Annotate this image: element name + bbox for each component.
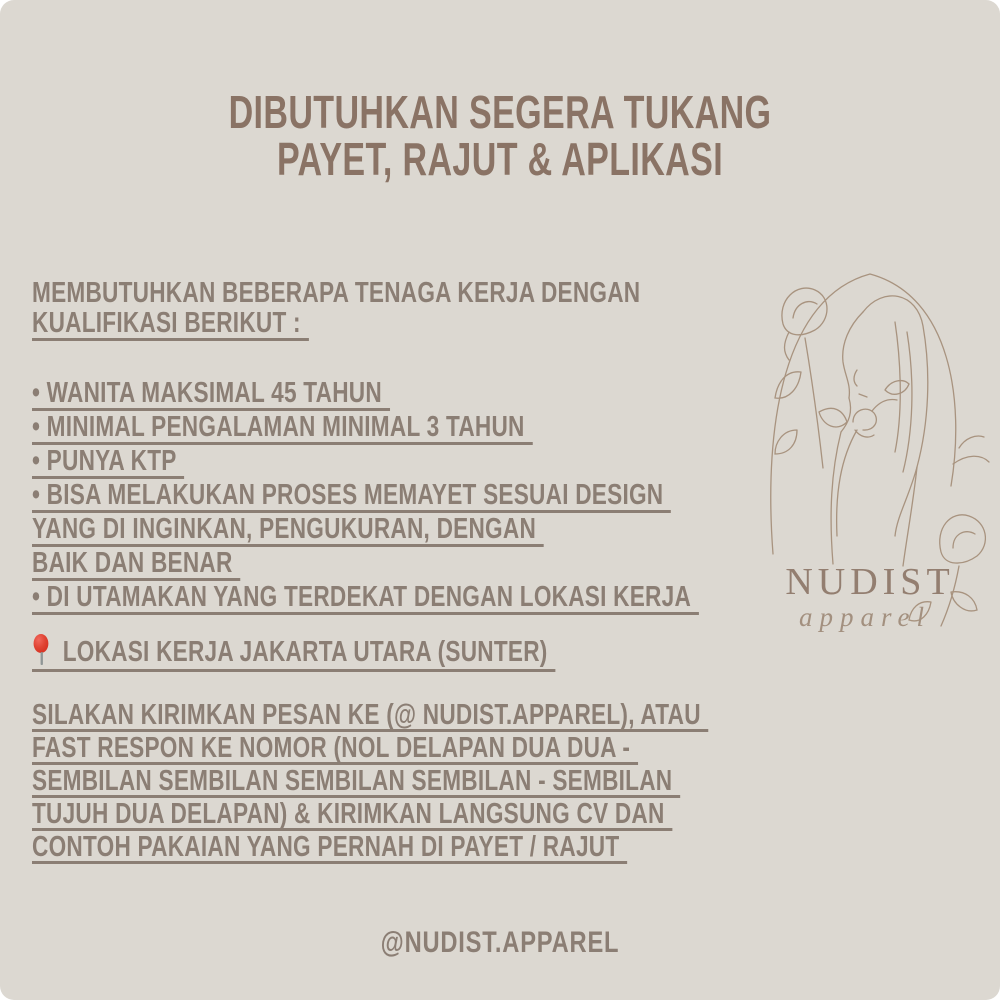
qualification-item: • MINIMAL PENGALAMAN MINIMAL 3 TAHUN — [32, 414, 765, 445]
contact-line: TUJUH DUA DELAPAN) & KIRIMKAN LANGSUNG CV DAN — [32, 801, 765, 831]
brand-logo — [745, 252, 995, 652]
qualification-item: • PUNYA KTP — [32, 448, 765, 479]
qualification-list — [32, 377, 765, 618]
woman-line-art-icon — [831, 296, 928, 566]
work-location-line — [32, 634, 765, 675]
title-line-1: DIBUTUHKAN SEGERA TUKANG — [228, 86, 772, 138]
instagram-handle: @NUDIST.APPAREL — [380, 926, 620, 959]
contact-line: SEMBILAN SEMBILAN SEMBILAN SEMBILAN - SEMBILAN — [32, 768, 765, 798]
brand-subname: apparel — [799, 602, 931, 632]
qualification-item: • WANITA MAKSIMAL 45 TAHUN — [32, 380, 765, 411]
poster-title — [130, 86, 870, 185]
location-pin-icon — [32, 634, 51, 668]
location-text: LOKASI KERJA JAKARTA UTARA (SUNTER) — [62, 636, 548, 668]
qualification-item: • DI UTAMAKAN YANG TERDEKAT DENGAN LOKASI KERJA — [32, 584, 765, 615]
intro-line-2: KUALIFIKASI BERIKUT : — [32, 310, 765, 341]
contact-line: CONTOH PAKAIAN YANG PERNAH DI PAYET / RAJUT — [32, 834, 765, 864]
qualification-item: • BISA MELAKUKAN PROSES MEMAYET SESUAI DESIGN — [32, 482, 765, 513]
intro-paragraph — [32, 277, 765, 344]
contact-line: FAST RESPON KE NOMOR (NOL DELAPAN DUA DUA - — [32, 735, 765, 765]
arch-frame-icon — [771, 274, 956, 554]
contact-instructions — [32, 699, 765, 867]
qualification-item-continued: YANG DI INGINKAN, PENGUKURAN, DENGAN — [32, 516, 765, 547]
flower-left-icon — [775, 288, 847, 468]
contact-line: SILAKAN KIRIMKAN PESAN KE (@ NUDIST.APPAREL), ATAU — [32, 702, 765, 732]
brand-name: NUDIST — [785, 561, 955, 603]
qualification-item-continued: BAIK DAN BENAR — [32, 550, 765, 581]
title-line-2: PAYET, RAJUT & APLIKASI — [276, 133, 724, 185]
intro-line-1: MEMBUTUHKAN BEBERAPA TENAGA KERJA DENGAN — [32, 277, 641, 309]
